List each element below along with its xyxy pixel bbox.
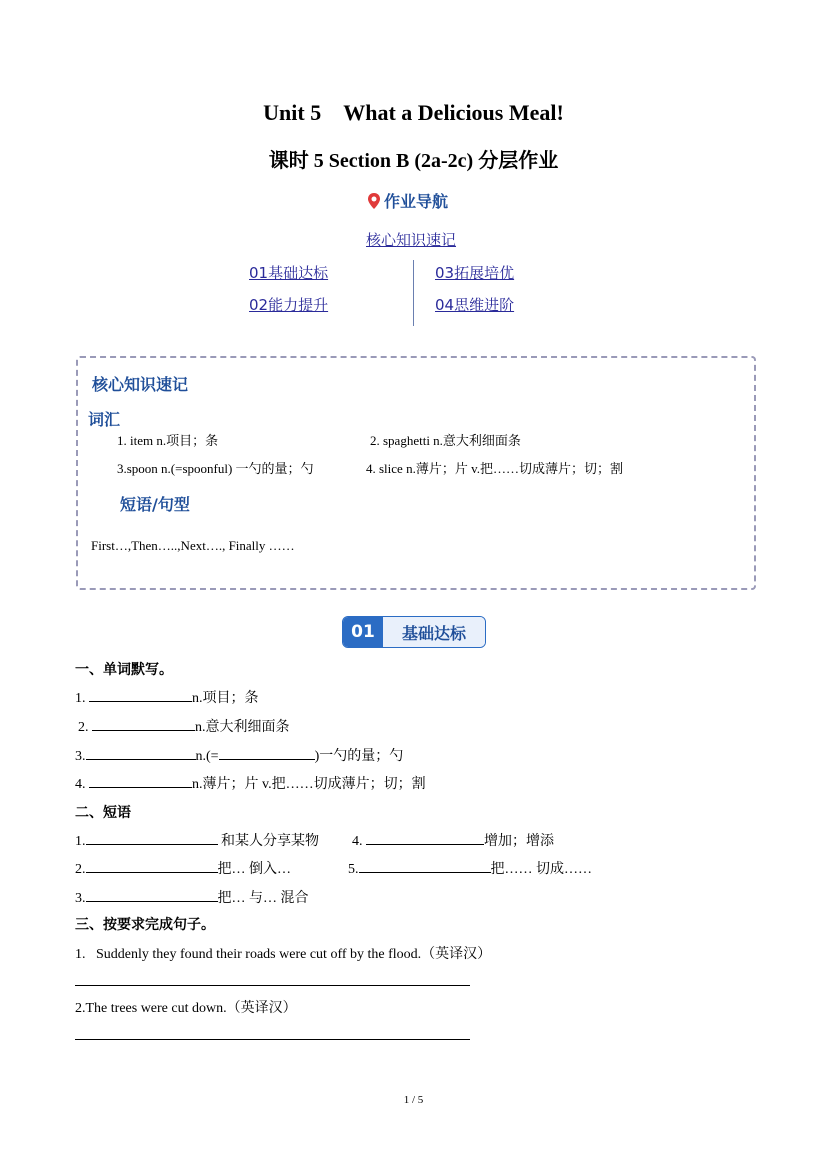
part1-item-3: 3. n.(= )一勺的量；勺 (75, 745, 403, 765)
part1-title: 一、单词默写。 (75, 662, 173, 678)
nav-link-02[interactable]: 02能力提升 (249, 296, 329, 314)
unit-number: Unit 5 (263, 100, 322, 125)
unit-name: What a Delicious Meal! (343, 100, 564, 125)
lesson-title: 课时 5 Section B (2a-2c) 分层作业 (268, 150, 559, 172)
answer-blank[interactable] (89, 687, 192, 702)
answer-blank[interactable] (86, 858, 218, 873)
vocab-item-4: 4. slice n.薄片；片 v.把……切成薄片；切；割 (366, 461, 623, 476)
nav-heading (366, 189, 448, 212)
answer-blank[interactable] (219, 745, 315, 760)
answer-blank[interactable] (86, 745, 196, 760)
part1-item-2: 2. n.意大利细面条 (78, 716, 290, 736)
nav-link-core[interactable]: 核心知识速记 (366, 231, 457, 249)
part2-item-4: 4. 增加；增添 (352, 830, 554, 850)
part2-title: 二、短语 (75, 805, 131, 821)
part2-item-2: 2. 把… 倒入… (75, 858, 291, 878)
section-badge (342, 616, 486, 648)
answer-blank[interactable] (359, 858, 491, 873)
phrase-pattern: First…,Then…..,Next…., Finally …… (91, 538, 295, 553)
knowledge-title: 核心知识速记 (92, 375, 189, 394)
vocab-item-3: 3.spoon n.(=spoonful) 一勺的量；勺 (117, 461, 314, 476)
part2-item-5: 5. 把…… 切成…… (348, 858, 592, 878)
answer-blank[interactable] (92, 716, 195, 731)
answer-line-1[interactable] (75, 985, 470, 986)
nav-link-03[interactable]: 03拓展培优 (435, 264, 515, 282)
nav-divider (413, 260, 414, 326)
part3-title: 三、按要求完成句子。 (75, 917, 215, 933)
nav-heading-text: 作业导航 (384, 192, 449, 211)
part1-item-4: 4. n.薄片；片 v.把……切成薄片；切；割 (75, 773, 426, 793)
vocab-item-2: 2. spaghetti n.意大利细面条 (370, 433, 521, 448)
vocab-title: 词汇 (88, 410, 121, 429)
answer-line-2[interactable] (75, 1039, 470, 1040)
part3-item-1: 1. Suddenly they found their roads were cut off by the flood.（英译汉） (75, 947, 492, 962)
part1-item-1: 1. n.项目；条 (75, 687, 259, 707)
part3-item-2: 2.The trees were cut down.（英译汉） (75, 1001, 297, 1016)
badge-number: 01 (343, 617, 383, 647)
answer-blank[interactable] (86, 887, 218, 902)
answer-blank[interactable] (86, 830, 218, 845)
badge-label: 基础达标 (383, 617, 485, 647)
answer-blank[interactable] (89, 773, 192, 788)
answer-blank[interactable] (366, 830, 484, 845)
phrase-title: 短语/句型 (120, 495, 190, 514)
unit-title (0, 100, 827, 126)
vocab-item-1: 1. item n.项目；条 (117, 433, 219, 448)
page-number: 1 / 5 (403, 1094, 424, 1106)
part2-item-3: 3. 把… 与… 混合 (75, 887, 309, 907)
location-pin-icon (366, 192, 382, 210)
part2-item-1: 1. 和某人分享某物 (75, 830, 319, 850)
nav-link-04[interactable]: 04思维进阶 (435, 296, 515, 314)
nav-link-01[interactable]: 01基础达标 (249, 264, 329, 282)
